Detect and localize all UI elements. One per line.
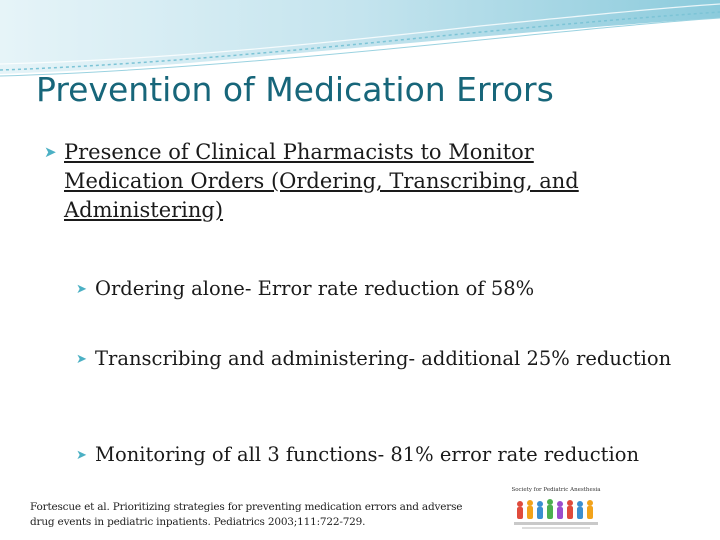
sub-bullet-text: Monitoring of all 3 functions- 81% error rate reduction	[95, 443, 640, 466]
sub-bullet-text: Transcribing and administering- additional 25% reduction	[95, 347, 672, 370]
main-bullet	[44, 138, 644, 225]
arrow-bullet-icon: ➤	[76, 282, 87, 297]
arrow-bullet-icon: ➤	[76, 352, 87, 367]
main-bullet-text: Presence of Clinical Pharmacists to Monitor Medication Orders (Ordering, Transcribing, and Administering)	[64, 140, 579, 222]
arrow-bullet-icon: ➤	[76, 448, 87, 463]
citation: Fortescue et al. Prioritizing strategies for preventing medication errors and adverse drug events in pediatric inpatients. Pediatrics 2003;111:722-729.	[30, 501, 463, 528]
sub-bullet-monitoring	[76, 442, 695, 468]
sub-bullet-transcribing	[76, 346, 695, 372]
slide-title: Prevention of Medication Errors	[36, 70, 554, 109]
sub-bullet-ordering	[76, 276, 695, 302]
arrow-bullet-icon: ➤	[44, 143, 57, 161]
sub-bullet-text: Ordering alone- Error rate reduction of 58%	[95, 277, 535, 300]
society-logo-icon	[510, 484, 602, 532]
logo-text: Society for Pediatric Anesthesia	[511, 487, 601, 493]
